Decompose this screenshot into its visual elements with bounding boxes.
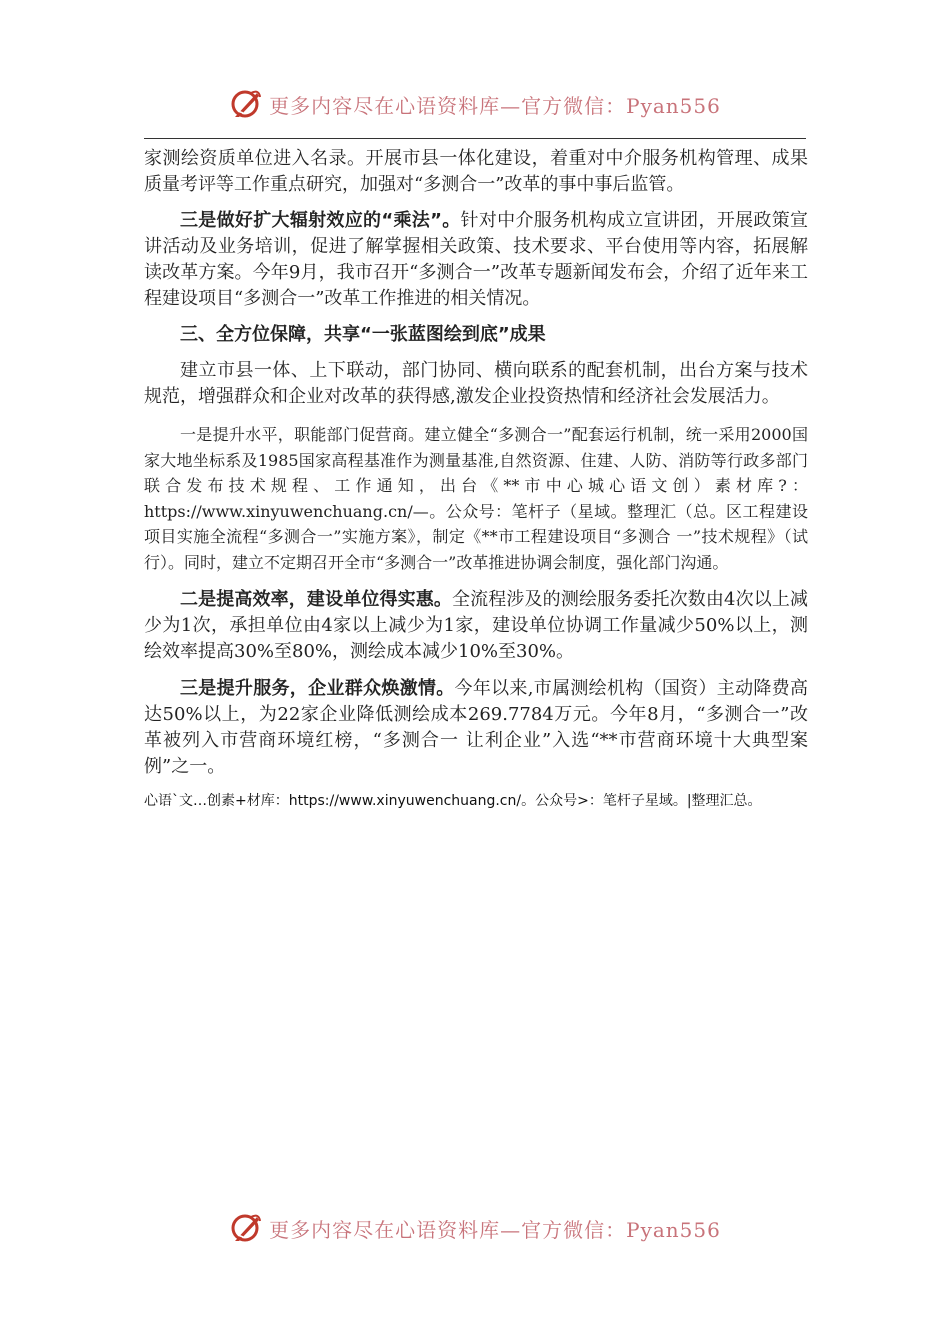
paragraph-5-lead: 二是提高效率，建设单位得实惠。 xyxy=(180,589,453,610)
quill-logo-icon xyxy=(229,1211,263,1245)
paragraph-1: 家测绘资质单位进入名录。开展市县一体化建设，着重对中介服务机构管理、成果质量考评等工作重点研究，加强对“多测合一”改革的事中事后监管。 xyxy=(144,148,808,195)
paragraph-4: 一是提升水平，职能部门促营商。建立健全“多测合一”配套运行机制，统一采用2000国家大地坐标系及1985国家高程基准作为测量基准,自然资源、住建、人防、消防等行政多部门联合发布技术规程、工作通知，出台《**市中心城心语文创）素材库?：https://www.xinyuwenchuang.cn/—。公众号：笔杆子（星域。整理汇（总。区工程建设项目实施全流程“多测合一”实施方案》，制定《**市工程建设项目“多测合 一”技术规程》（试行）。同时，建立不定期召开全市“多测合一”改革推进协调会制度，强化部门沟通。 xyxy=(144,425,808,572)
footnote: 心语`文…创素+材库：https://www.xinyuwenchuang.cn/。公众号>：笔杆子星域。|整理汇总。 xyxy=(144,793,762,809)
paragraph-2 xyxy=(144,208,808,312)
document-body xyxy=(144,146,808,813)
banner-text: 更多内容尽在心语资料库—官方微信：Pyan556 xyxy=(269,93,721,118)
quill-logo-icon xyxy=(229,87,263,121)
header-banner xyxy=(0,84,950,124)
paragraph-2-lead: 三是做好扩大辐射效应的“乘法”。 xyxy=(180,210,461,231)
paragraph-3: 建立市县一体、上下联动，部门协同、横向联系的配套机制，出台方案与技术规范，增强群众和企业对改革的获得感,激发企业投资热情和经济社会发展活力。 xyxy=(144,360,808,407)
paragraph-6-lead: 三是提升服务，企业群众焕激情。 xyxy=(180,678,455,699)
section-heading-3: 三、全方位保障，共享“一张蓝图绘到底”成果 xyxy=(180,324,546,345)
paragraph-6-text: 今年以来,市属测绘机构（国资）主动降费高达50%以上，为22家企业降低测绘成本269.7784万元。今年8月，“多测合一”改革被列入市营商环境红榜，“多测合一 让利企业”入选“**市营商环境十大典型案例”之一。 xyxy=(144,678,808,777)
paragraph-2-text: 针对中介服务机构成立宣讲团，开展政策宣讲活动及业务培训，促进了解掌握相关政策、技术要求、平台使用等内容，拓展解读改革方案。今年9月，我市召开“多测合一”改革专题新闻发布会，介绍了近年来工程建设项目“多测合一”改革工作推进的相关情况。 xyxy=(144,210,808,309)
paragraph-5-text: 全流程涉及的测绘服务委托次数由4次以上减少为1次，承担单位由4家以上减少为1家，建设单位协调工作量减少50%以上，测绘效率提高30%至80%，测绘成本减少10%至30%。 xyxy=(144,589,809,662)
footer-banner xyxy=(0,1208,950,1248)
paragraph-5 xyxy=(144,587,808,665)
paragraph-6 xyxy=(144,676,808,780)
banner-text: 更多内容尽在心语资料库—官方微信：Pyan556 xyxy=(269,1217,721,1242)
header-divider xyxy=(144,138,806,139)
